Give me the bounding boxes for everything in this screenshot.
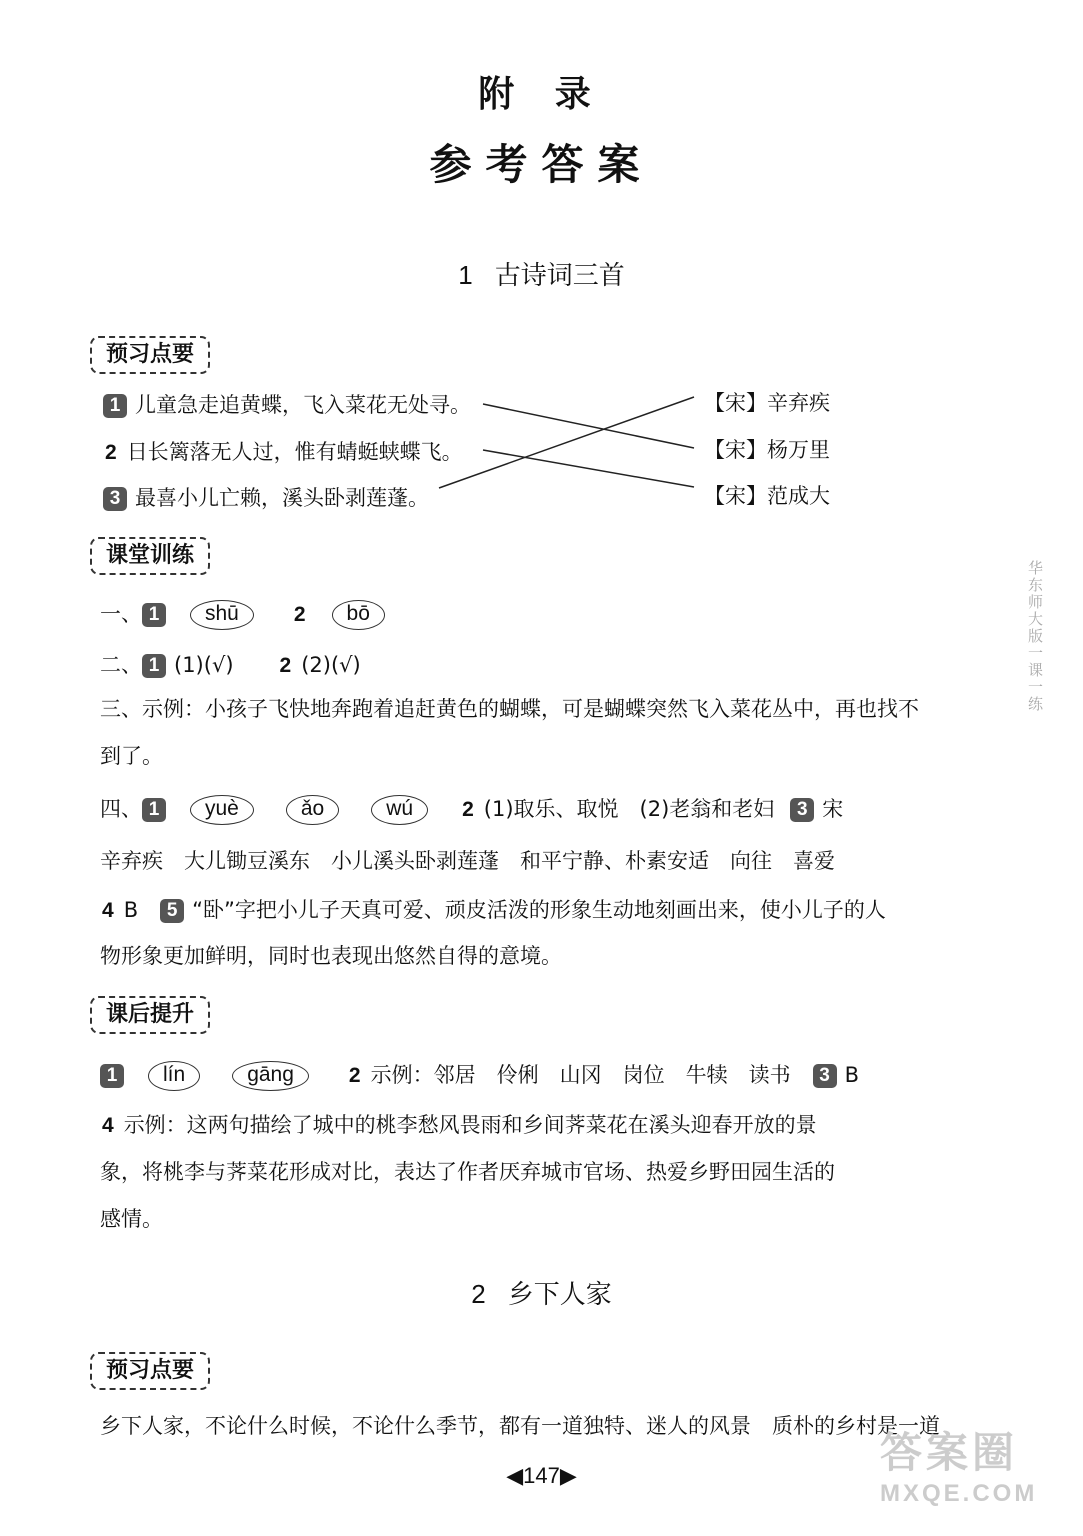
match-line-3: 最喜小儿亡赖，溪头卧剥莲蓬。 [135, 486, 429, 510]
pinyin-oval: bō [332, 600, 385, 630]
q4-answer-4: B [123, 898, 139, 922]
page-number-value: 147 [523, 1463, 560, 1488]
badge-3: 3 [103, 487, 127, 511]
side-note: 华东师大版一课一练 [1026, 560, 1044, 713]
watermark-bottom-text: MXQE.COM [880, 1480, 1038, 1507]
after-answer-4-line1: 示例：这两句描绘了城中的桃李愁风畏雨和乡间荠菜花在溪头迎春开放的景 [123, 1113, 817, 1137]
match-line-2: 日长篱落无人过，惟有蜻蜓蛱蝶飞。 [126, 440, 463, 464]
number-2: 2 [348, 1064, 361, 1087]
lesson-2-preview-line-1: 乡下人家，不论什么时候，不论什么季节，都有一道独特、迷人的风景 质朴的乡村是一道 [100, 1414, 940, 1438]
page-arrow-left-icon: ◀ [506, 1463, 524, 1488]
matching-lines [0, 0, 1083, 600]
classroom-q4-line1 [100, 795, 843, 825]
pinyin-oval: gāng [232, 1061, 309, 1091]
number-4: 4 [102, 1114, 114, 1137]
section-tag-preview-2: 预习点要 [90, 1352, 210, 1390]
classroom-q3 [100, 686, 919, 780]
watermark-logo [880, 1420, 1060, 1520]
q2-answer-1: (1)(√) [174, 653, 234, 677]
badge-1: 1 [103, 394, 127, 418]
badge-3: 3 [813, 1064, 837, 1088]
q1-prefix: 一、 [100, 602, 142, 626]
lesson-2-title [0, 1274, 1083, 1311]
q3-line-2: 到了。 [100, 744, 163, 768]
number-2: 2 [293, 603, 306, 626]
number-2: 2 [105, 441, 117, 464]
classroom-q4-line2: 辛弃疾 大儿锄豆溪东 小儿溪头卧剥莲蓬 和平宁静、朴素安适 向往 喜爱 [100, 849, 835, 873]
q4-answer-2: (1)取乐、取悦 (2)老翁和老妇 [483, 797, 775, 821]
pinyin-oval: yuè [190, 795, 254, 825]
number-2: 2 [462, 798, 474, 821]
pinyin-oval: ǎo [286, 795, 339, 825]
classroom-q4-line4: 物形象更加鲜明，同时也表现出悠然自得的意境。 [100, 944, 562, 968]
appendix-heading: 附 录 [478, 74, 605, 115]
q4-prefix: 四、 [100, 797, 142, 821]
lesson-1-number: 1 [458, 260, 473, 290]
classroom-q2 [100, 651, 361, 680]
pinyin-oval: shū [190, 600, 254, 630]
match-connector-1 [483, 404, 694, 448]
classroom-q1 [100, 600, 401, 630]
badge-1: 1 [142, 798, 166, 822]
section-tag-after-class: 课后提升 [90, 996, 210, 1034]
after-answer-4-line2: 象，将桃李与荠菜花形成对比，表达了作者厌弃城市官场、热爱乡野田园生活的 [100, 1160, 835, 1184]
page-arrow-right-icon: ▶ [559, 1463, 577, 1488]
after-answer-3: B [844, 1063, 860, 1087]
badge-1: 1 [100, 1064, 124, 1088]
badge-1: 1 [142, 654, 166, 678]
author-2: 【宋】杨万里 [704, 438, 830, 462]
section-tag-preview: 预习点要 [90, 336, 210, 374]
badge-3: 3 [790, 798, 814, 822]
badge-5: 5 [160, 899, 184, 923]
pinyin-oval: lín [148, 1061, 200, 1091]
q2-prefix: 二、 [100, 653, 142, 677]
lesson-1-name: 古诗词三首 [494, 261, 625, 291]
match-connector-2 [483, 450, 694, 487]
q4-answer-3: 宋 [822, 797, 844, 821]
watermark-top-text: 答案圈 [880, 1429, 1019, 1476]
author-3: 【宋】范成大 [704, 484, 830, 508]
match-connector-3 [439, 397, 694, 488]
classroom-q4-line3 [100, 896, 886, 925]
number-4: 4 [102, 899, 114, 922]
match-line-1: 儿童急走追黄蝶，飞入菜花无处寻。 [135, 393, 471, 417]
q4-answer-5: “卧”字把小儿子天真可爱、顽皮活泼的形象生动地刻画出来，使小儿子的人 [192, 898, 886, 922]
section-tag-classroom: 课堂训练 [90, 537, 210, 575]
lesson-2-name: 乡下人家 [507, 1280, 612, 1310]
lesson-2-number: 2 [471, 1279, 486, 1309]
q3-line-1: 三、示例：小孩子飞快地奔跑着追赶黄色的蝴蝶，可是蝴蝶突然飞入菜花丛中，再也找不 [100, 697, 919, 721]
q2-answer-2: (2)(√) [301, 653, 361, 677]
badge-1: 1 [142, 603, 166, 627]
number-2: 2 [279, 654, 292, 677]
answers-heading: 参考答案 [429, 140, 654, 189]
after-q4 [100, 1102, 835, 1243]
after-answer-4-line3: 感情。 [100, 1207, 163, 1231]
author-1: 【宋】辛弃疾 [704, 391, 830, 415]
after-answer-2: 示例：邻居 伶俐 山冈 岗位 牛犊 读书 [370, 1063, 791, 1087]
pinyin-oval: wú [371, 795, 428, 825]
after-q1 [100, 1061, 859, 1091]
